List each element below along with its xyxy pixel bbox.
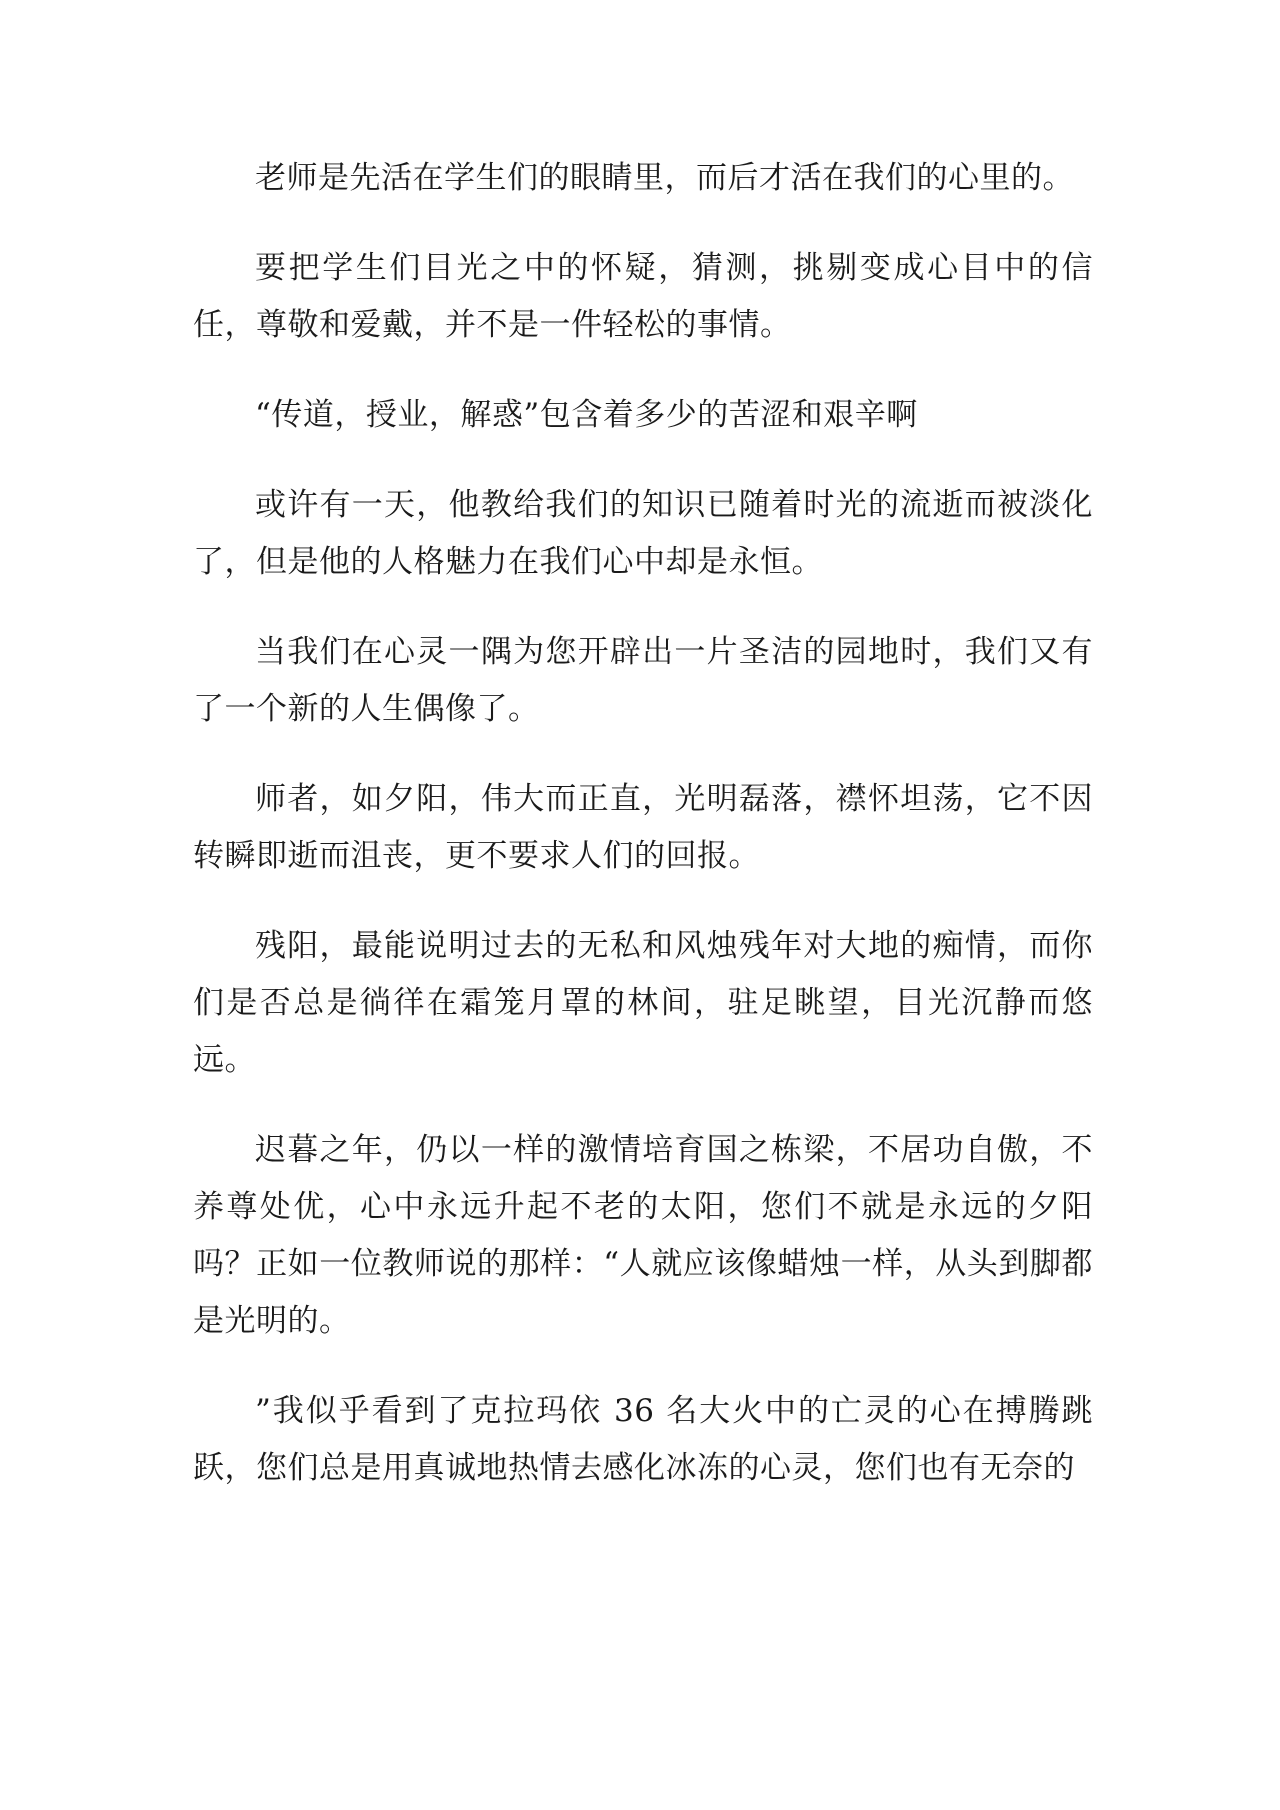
- paragraph: “传道，授业，解惑”包含着多少的苦涩和艰辛啊: [255, 397, 918, 433]
- paragraph: 要把学生们目光之中的怀疑，猜测，挑剔变成心目中的信任，尊敬和爱戴，并不是一件轻松的事情。: [193, 250, 1093, 343]
- paragraph: 迟暮之年，仍以一样的激情培育国之栋梁，不居功自傲，不养尊处优，心中永远升起不老的太阳，您们不就是永远的夕阳吗？正如一位教师说的那样：“人就应该像蜡烛一样，从头到脚都是光明的。: [193, 1132, 1093, 1339]
- paragraph: 残阳，最能说明过去的无私和风烛残年对大地的痴情，而你们是否总是徜徉在霜笼月罩的林间，驻足眺望，目光沉静而悠远。: [193, 928, 1093, 1078]
- document-body: [193, 150, 1093, 1530]
- paragraph: ”我似乎看到了克拉玛依 36 名大火中的亡灵的心在搏腾跳跃，您们总是用真诚地热情去感化冰冻的心灵，您们也有无奈的: [193, 1393, 1093, 1486]
- paragraph: 当我们在心灵一隅为您开辟出一片圣洁的园地时，我们又有了一个新的人生偶像了。: [193, 634, 1093, 727]
- paragraph: 或许有一天，他教给我们的知识已随着时光的流逝而被淡化了，但是他的人格魅力在我们心中却是永恒。: [193, 487, 1093, 580]
- paragraph: 师者，如夕阳，伟大而正直，光明磊落，襟怀坦荡，它不因转瞬即逝而沮丧，更不要求人们的回报。: [193, 781, 1093, 874]
- paragraph: 老师是先活在学生们的眼睛里，而后才活在我们的心里的。: [255, 160, 1074, 196]
